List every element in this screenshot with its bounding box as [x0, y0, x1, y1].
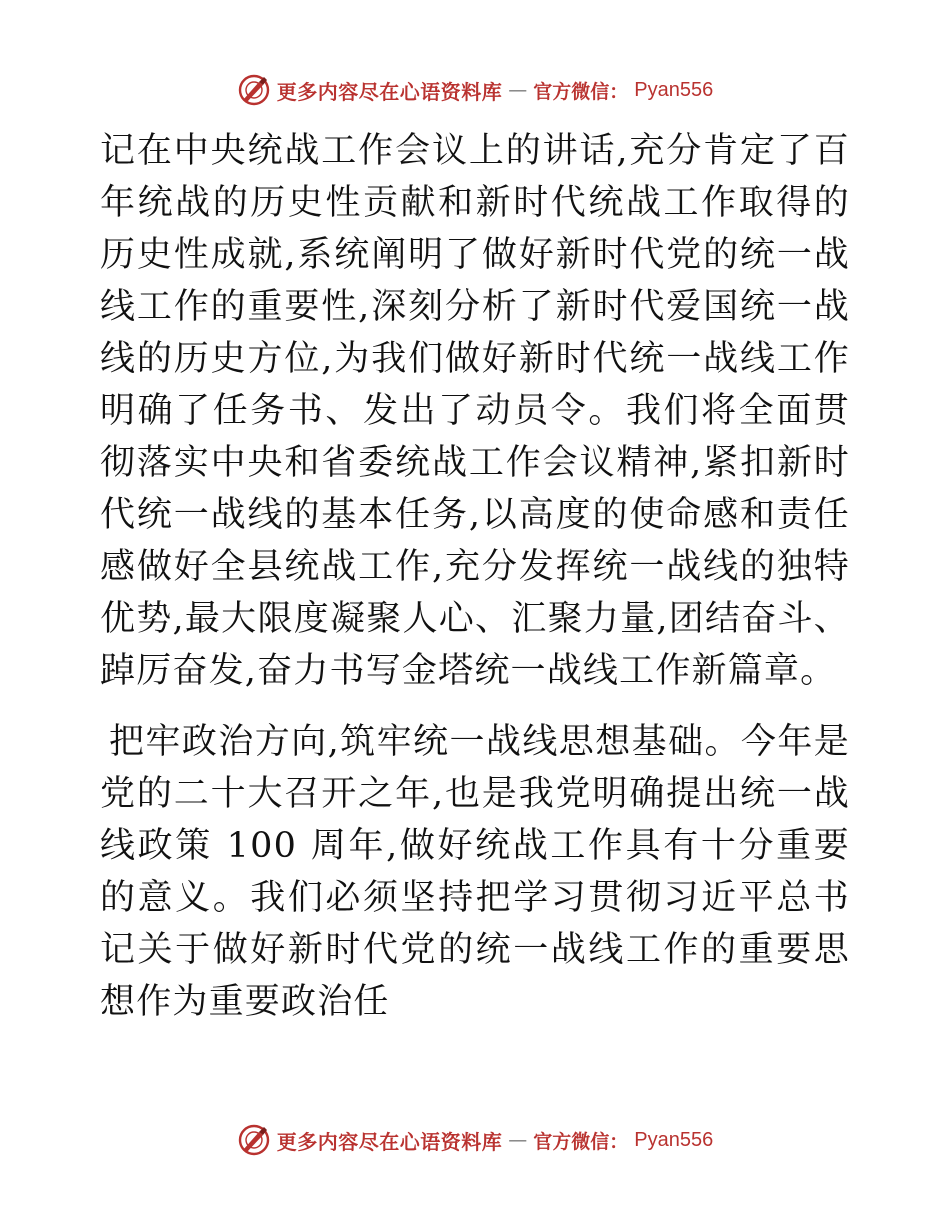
watermark-wechat-label: 官方微信：: [533, 80, 629, 103]
watermark-separator: —: [508, 79, 528, 101]
document-body: [100, 125, 850, 1028]
watermark-separator: —: [508, 1129, 528, 1151]
watermark-wechat-label: 官方微信：: [533, 1130, 629, 1153]
watermark-handle: Pyan556: [634, 1128, 714, 1151]
paragraph: 把牢政治方向,筑牢统一战线思想基础。今年是党的二十大召开之年,也是我党明确提出统一战线政策 100 周年,做好统战工作具有十分重要的意义。我们必须坚持把学习贯彻习近平总书记关于做好新时代党的统一战线工作的重要思想作为重要政治任: [100, 722, 850, 1022]
pen-logo-icon: [237, 1123, 271, 1157]
watermark-site-text: 更多内容尽在心语资料库: [276, 1129, 503, 1154]
footer-watermark: [0, 1120, 950, 1160]
watermark-handle: Pyan556: [634, 78, 714, 101]
pen-logo-icon: [237, 73, 271, 107]
paragraph: 记在中央统战工作会议上的讲话,充分肯定了百年统战的历史性贡献和新时代统战工作取得的历史性成就,系统阐明了做好新时代党的统一战线工作的重要性,深刻分析了新时代爱国统一战线的历史方位,为我们做好新时代统一战线工作明确了任务书、发出了动员令。我们将全面贯彻落实中央和省委统战工作会议精神,紧扣新时代统一战线的基本任务,以高度的使命感和责任感做好全县统战工作,充分发挥统一战线的独特优势,最大限度凝聚人心、汇聚力量,团结奋斗、踔厉奋发,奋力书写金塔统一战线工作新篇章。: [100, 131, 850, 691]
watermark-site-text: 更多内容尽在心语资料库: [276, 79, 503, 104]
header-watermark: [0, 70, 950, 110]
